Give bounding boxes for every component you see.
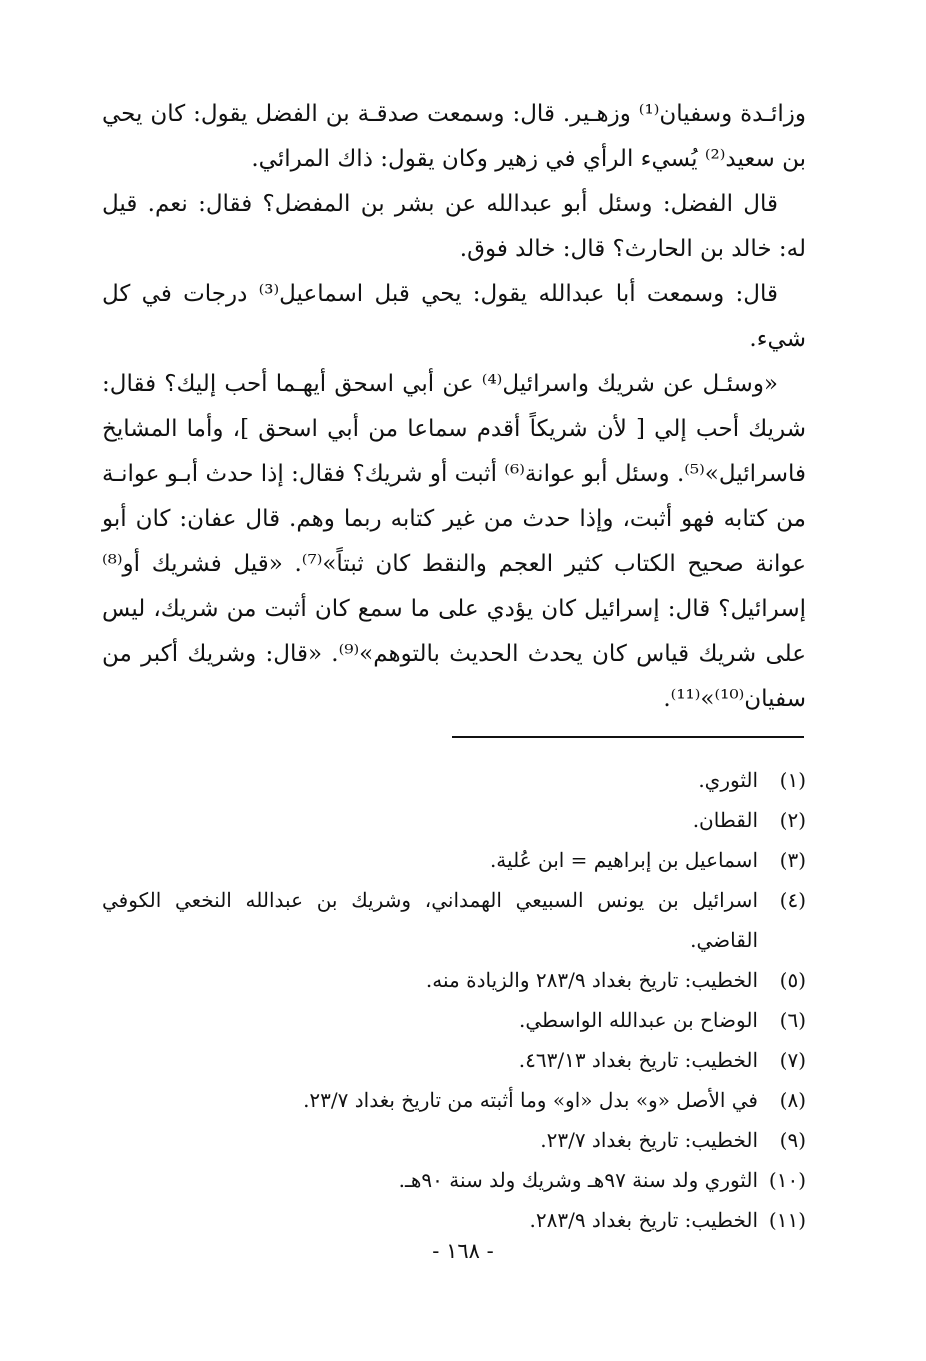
- footnote-text: في الأصل «و» بدل «او» وما أثبته من تاريخ بغداد ٢٣/٧.: [303, 1088, 758, 1112]
- footnote-text: الثوري.: [698, 768, 758, 792]
- footnote-number: (٣): [779, 848, 806, 872]
- footnote-text: القطان.: [692, 808, 758, 832]
- footnote-number: (٨): [779, 1088, 806, 1112]
- footnote-text: الخطيب: تاريخ بغداد ٤٦٣/١٣.: [518, 1048, 758, 1072]
- footnote-text: الخطيب: تاريخ بغداد ٢٣/٧.: [540, 1128, 758, 1152]
- footnote-number: (٥): [779, 968, 806, 992]
- paragraph-1: وزائـدة وسفيان⁽¹⁾ وزهـير. قال: وسمعت صدقـة بن الفضل يقول: كان يحي بن سعيد⁽²⁾ يُسيء الرأي في زهير وكان يقول: ذاك المرائي.: [102, 101, 806, 172]
- main-text: [102, 92, 806, 722]
- footnote-item: [102, 1000, 806, 1040]
- footnote-number: (٦): [779, 1008, 806, 1032]
- footnote-item: [102, 760, 806, 800]
- footnote-text: الثوري ولد سنة ٩٧هـ وشريك ولد سنة ٩٠هـ.: [398, 1168, 758, 1192]
- footnote-item: [102, 1040, 806, 1080]
- footnote-text: الخطيب: تاريخ بغداد ٢٨٣/٩ والزيادة منه.: [425, 968, 758, 992]
- footnote-item: [102, 1160, 806, 1200]
- page-number: - ١٦٨ -: [432, 1239, 494, 1263]
- footnote-item: [102, 840, 806, 880]
- footnote-number: (١١): [768, 1208, 806, 1232]
- paragraph-4: «وسئـل عن شريك واسرائيل⁽⁴⁾ عن أبي اسحق أيهـما أحب إليك؟ فقال: شريك أحب إلي [ لأن شريكاً أقدم سماعا من أبي اسحق ]، وأما المشايخ فاسرائيل»⁽⁵⁾. وسئل أبو عوانة⁽⁶⁾ أثبت أو شريك؟ فقال: إذا حدث أبـو عوانـة من كتابه فهو أثبت، وإذا حدث من غير كتابه ربما وهم. قال عفان: كان أبو عوانة صحيح الكتاب كثير العجم والنقط كان ثبتاً»⁽⁷⁾. «قيل فشريك أو⁽⁸⁾ إسرائيل؟ قال: إسرائيل كان يؤدي على ما سمع كان أثبت من شريك، ليس على شريك قياس كان يحدث الحديث بالتوهم»⁽⁹⁾. «قال: وشريك أكبر من سفيان⁽¹⁰⁾»⁽¹¹⁾.: [102, 371, 807, 712]
- footnote-text: الخطيب: تاريخ بغداد ٢٨٣/٩.: [529, 1208, 758, 1232]
- footnote-text: الوضاح بن عبدالله الواسطي.: [518, 1008, 758, 1032]
- footnote-number: (١٠): [768, 1168, 806, 1192]
- footnote-number: (٤): [779, 888, 806, 912]
- footnote-item: [102, 1080, 806, 1120]
- footnote-item: [102, 960, 806, 1000]
- footnote-text: اسرائيل بن يونس السبيعي الهمداني، وشريك بن عبدالله النخعي الكوفي القاضي.: [102, 888, 758, 952]
- footnote-item: [102, 1120, 806, 1160]
- footnote-number: (١): [779, 768, 806, 792]
- paragraph-2: قال الفضل: وسئل أبو عبدالله عن بشر بن المفضل؟ فقال: نعم. قيل له: خالد بن الحارث؟ قال: خالد فوق.: [102, 191, 806, 262]
- footnote-divider: [452, 736, 804, 738]
- footnotes-list: [102, 760, 806, 1240]
- footnote-item: [102, 880, 806, 960]
- footnote-number: (٩): [779, 1128, 806, 1152]
- paragraph-3: قال: وسمعت أبا عبدالله يقول: يحي قبل اسماعيل⁽³⁾ درجات في كل شيء.: [102, 281, 806, 352]
- footnote-number: (٧): [779, 1048, 806, 1072]
- footnote-item: [102, 800, 806, 840]
- footnote-text: اسماعيل بن إبراهيم = ابن عُلية.: [489, 848, 758, 872]
- footnote-number: (٢): [779, 808, 806, 832]
- footnote-item: [102, 1200, 806, 1240]
